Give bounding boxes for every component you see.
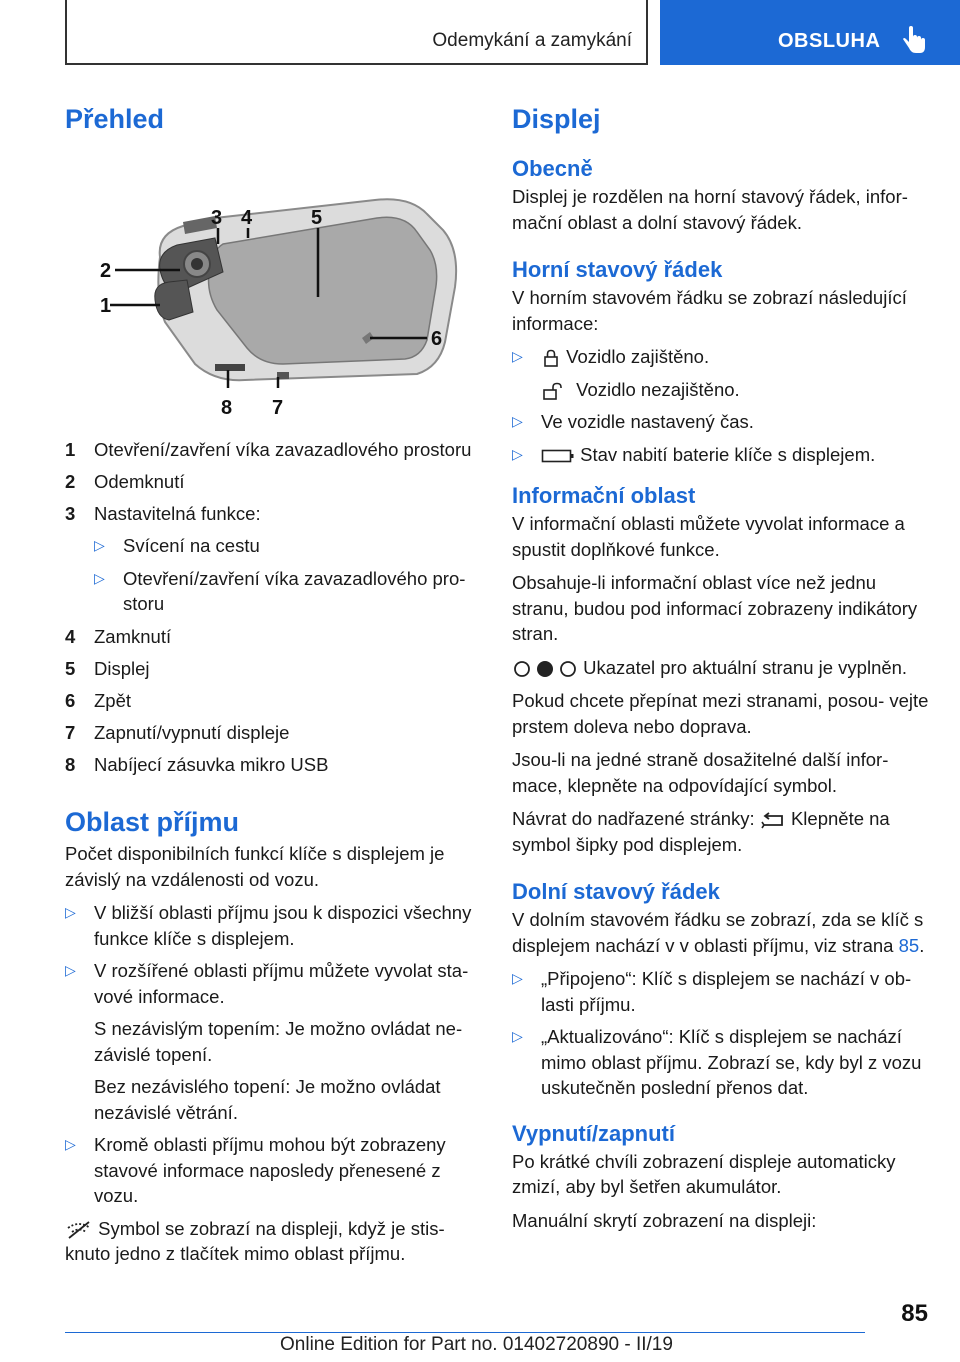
battery-icon bbox=[541, 448, 575, 464]
list-item: 1 Otevření/zavření víka zavazadlového prostoru bbox=[65, 439, 472, 460]
bottom-status-heading: Dolní stavový řádek bbox=[512, 879, 720, 904]
figure-label-7: 7 bbox=[272, 397, 284, 419]
display-key-illustration bbox=[65, 152, 480, 427]
onoff-text: Po krátké chvíli zobrazení displeje automaticky zmizí, aby byl šetřen akumulátor. bbox=[512, 1150, 896, 1197]
range-intro: Počet disponibilních funkcí klíče s displejem je závislý na vzdálenosti od vozu. bbox=[65, 843, 445, 890]
top-status-text: V horním stavovém řádku se zobrazí následující informace: bbox=[512, 287, 907, 334]
info-area-heading: Informační oblast bbox=[512, 483, 696, 508]
figure-label-4: 4 bbox=[241, 207, 253, 229]
bullet-triangle-icon: ▷ bbox=[512, 413, 523, 429]
page-indicator-icon bbox=[512, 659, 578, 679]
list-item: ▷ „Připojeno“: Klíč s displejem se nachází v ob- lasti příjmu. bbox=[512, 966, 932, 1017]
range-b2-paragraph: S nezávislým topením: Je možno ovládat ne- závislé topení. bbox=[94, 1018, 463, 1065]
bullet-triangle-icon: ▷ bbox=[512, 970, 523, 986]
bullet-triangle-icon: ▷ bbox=[65, 962, 76, 978]
display-key-figure bbox=[65, 152, 480, 427]
sub-list bbox=[65, 533, 480, 617]
range-b2-paragraph: Bez nezávislého topení: Je možno ovládat nezávislé větrání. bbox=[94, 1076, 441, 1123]
list-item: ▷ V bližší oblasti příjmu jsou k dispozici všechny funkce klíče s displejem. bbox=[65, 900, 480, 951]
header-section-title: Odemykání a zamykání bbox=[432, 30, 632, 51]
list-item: ▷ Vozidlo zajištěno. bbox=[512, 344, 932, 370]
list-item: 3 Nastavitelná funkce: bbox=[65, 503, 261, 524]
list-item: ▷ Stav nabití baterie klíče s displejem. bbox=[512, 442, 932, 468]
top-status-heading: Horní stavový řádek bbox=[512, 257, 723, 282]
info-text: Jsou-li na jedné straně dosažitelné další infor- mace, klepněte na odpovídající symbol. bbox=[512, 749, 889, 796]
list-item: ▷ Svícení na cestu bbox=[94, 533, 480, 559]
header-section-box bbox=[65, 0, 648, 65]
range-symbol-note: Symbol se zobrazí na displeji, když je stis- knuto jedno z tlačítek mimo oblast příjmu. bbox=[65, 1217, 445, 1264]
lock-open-icon bbox=[541, 381, 571, 401]
onoff-text: Manuální skrytí zobrazení na displeji: bbox=[512, 1209, 817, 1231]
header-chapter-title: OBSLUHA bbox=[778, 30, 881, 52]
figure-label-6: 6 bbox=[431, 328, 443, 350]
figure-label-3: 3 bbox=[211, 207, 223, 229]
general-heading: Obecně bbox=[512, 156, 593, 181]
info-text: Pokud chcete přepínat mezi stranami, posou- vejte prstem doleva nebo doprava. bbox=[512, 690, 929, 737]
list-item: 5 Displej bbox=[65, 657, 150, 679]
bullet-triangle-icon: ▷ bbox=[512, 348, 523, 364]
bullet-triangle-icon: ▷ bbox=[65, 904, 76, 920]
onoff-heading: Vypnutí/zapnutí bbox=[512, 1120, 675, 1146]
info-text: V informační oblasti můžete vyvolat informace a spustit doplňkové funkce. bbox=[512, 513, 905, 560]
page-header bbox=[65, 0, 960, 65]
display-heading: Displej bbox=[512, 104, 601, 134]
figure-label-2: 2 bbox=[100, 260, 112, 282]
bottom-status-text: V dolním stavovém řádku se zobrazí, zda se klíč s displejem nachází v v oblasti příjmu, viz strana 85. bbox=[512, 909, 925, 956]
pointing-hand-icon bbox=[902, 26, 928, 56]
no-signal-icon bbox=[65, 1220, 93, 1240]
back-arrow-icon bbox=[760, 811, 786, 829]
list-item: ▷ V rozšířené oblasti příjmu můžete vyvolat sta- vové informace. bbox=[65, 958, 480, 1009]
list-item: 8 Nabíjecí zásuvka mikro USB bbox=[65, 753, 329, 775]
lock-closed-icon bbox=[541, 348, 561, 368]
right-column bbox=[512, 100, 932, 1233]
list-item: ▷ Ve vozidle nastavený čas. bbox=[512, 409, 932, 435]
figure-label-5: 5 bbox=[311, 207, 323, 229]
left-column bbox=[65, 100, 480, 1267]
list-item: ▷ „Aktualizováno“: Klíč s displejem se nachází mimo oblast příjmu. Zobrazí se, kdy byl z vozu uskutečněn poslední přenos dat. bbox=[512, 1024, 932, 1101]
bullet-triangle-icon: ▷ bbox=[65, 1136, 76, 1152]
back-note: Návrat do nadřazené stránky: Klepněte na symbol šipky pod displejem. bbox=[512, 808, 890, 855]
list-item: 2 Odemknutí bbox=[65, 471, 185, 492]
list-item: 6 Zpět bbox=[65, 689, 132, 711]
list-item: ▷ Otevření/zavření víka zavazadlového pro- storu bbox=[94, 566, 480, 617]
header-chapter-box bbox=[660, 0, 960, 65]
figure-label-1: 1 bbox=[100, 295, 112, 317]
list-item: 7 Zapnutí/vypnutí displeje bbox=[65, 721, 290, 743]
info-text: Obsahuje-li informační oblast více než jednu stranu, budou pod informací zobrazeny indikátory stran. bbox=[512, 572, 918, 644]
overview-heading: Přehled bbox=[65, 104, 165, 134]
range-heading: Oblast příjmu bbox=[65, 807, 240, 837]
bullet-triangle-icon: ▷ bbox=[94, 569, 105, 586]
footer-edition: Online Edition for Part no. 01402720890 - II/19 bbox=[280, 1334, 673, 1355]
list-item: ▷ Kromě oblasti příjmu mohou být zobrazeny stavové informace naposledy přenesené z vozu. bbox=[65, 1132, 480, 1209]
page-link[interactable]: 85 bbox=[898, 934, 920, 956]
list-item: 4 Zamknutí bbox=[65, 625, 172, 647]
footer-divider bbox=[65, 1332, 865, 1333]
general-text: Displej je rozdělen na horní stavový řádek, infor- mační oblast a dolní stavový řádek. bbox=[512, 186, 908, 233]
bullet-triangle-icon: ▷ bbox=[512, 1028, 523, 1044]
bullet-triangle-icon: ▷ bbox=[512, 445, 523, 462]
figure-label-8: 8 bbox=[221, 397, 233, 419]
legend-list bbox=[65, 437, 480, 777]
bullet-triangle-icon: ▷ bbox=[94, 537, 105, 553]
page-indicator-note: Ukazatel pro aktuální stranu je vyplněn. bbox=[512, 655, 932, 681]
lock-open-row: Vozidlo nezajištěno. bbox=[512, 377, 932, 403]
page-number: 85 bbox=[901, 1300, 928, 1327]
